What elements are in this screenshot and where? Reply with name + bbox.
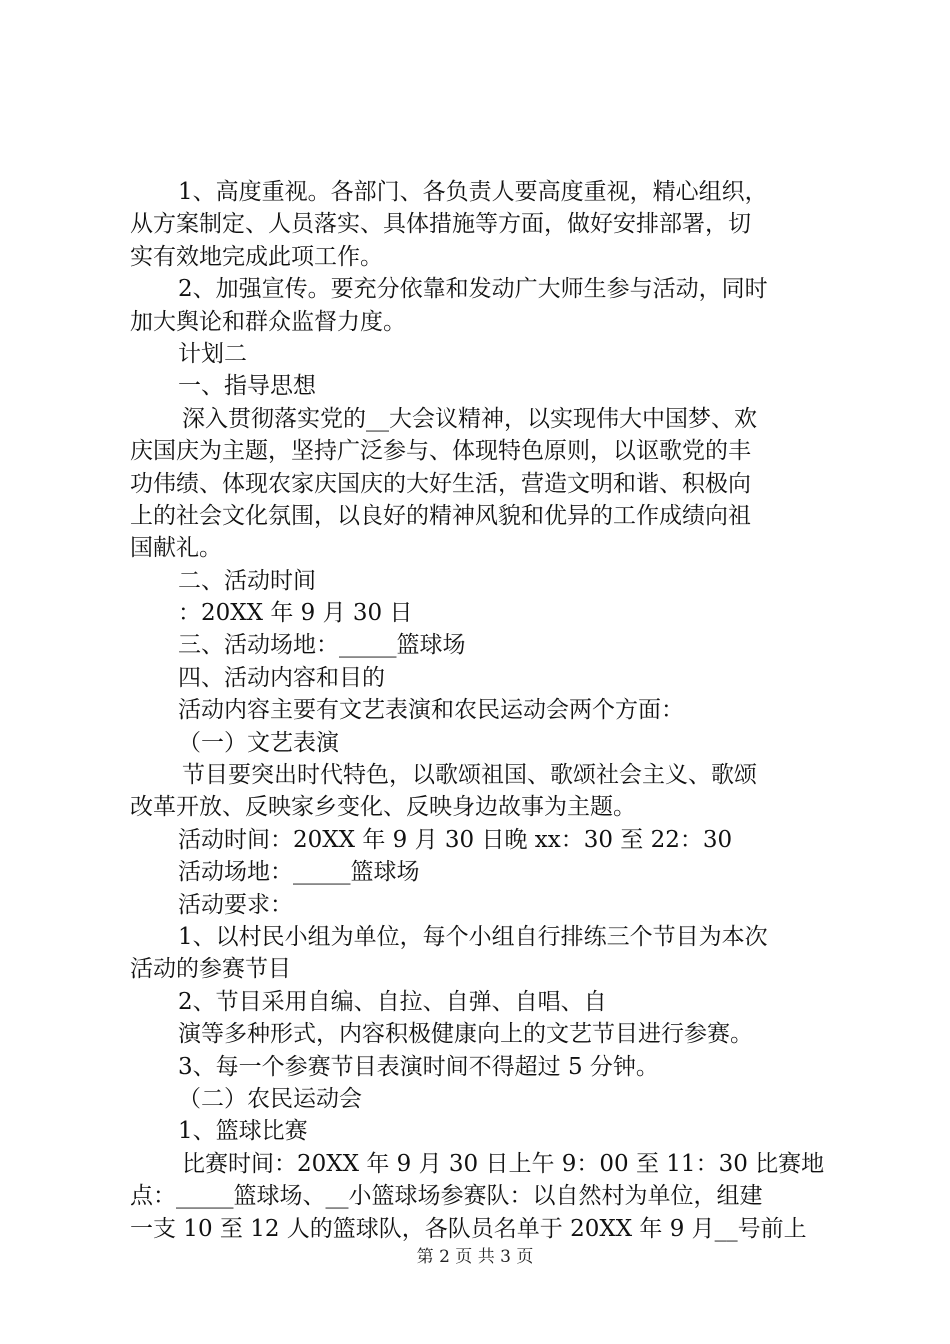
text-line: 从方案制定、人员落实、具体措施等方面，做好安排部署，切 [130, 211, 751, 238]
section-heading: 一、指导思想 [178, 373, 316, 400]
page-footer [0, 1242, 950, 1267]
text-line: 改革开放、反映家乡变化、反映身边故事为主题。 [130, 794, 636, 821]
text-line: 活动时间：20XX 年 9 月 30 日晚 xx：30 至 22：30 [178, 826, 733, 853]
text-line: 一支 10 至 12 人的篮球队，各队员名单于 20XX 年 9 月__号前上 [130, 1215, 807, 1242]
document-body [130, 176, 830, 1245]
text-line: 上的社会文化氛围，以良好的精神风貌和优异的工作成绩向祖 [130, 502, 751, 529]
text-line: 国献礼。 [130, 535, 222, 562]
text-line: 2、加强宣传。要充分依靠和发动广大师生参与活动，同时 [178, 276, 768, 303]
subsection-heading: （二）农民运动会 [178, 1085, 362, 1112]
page-number-label: 第 2 页 共 3 页 [416, 1247, 534, 1267]
text-line: 1、篮球比赛 [178, 1118, 308, 1145]
section-heading: 三、活动场地：_____篮球场 [178, 632, 466, 659]
text-line: 活动场地：_____篮球场 [178, 859, 420, 886]
text-line: 活动内容主要有文艺表演和农民运动会两个方面： [178, 697, 684, 724]
text-line: 活动的参赛节目 [130, 956, 291, 983]
text-line: 活动要求： [178, 891, 293, 918]
section-heading: 二、活动时间 [178, 567, 316, 594]
text-line: 1、高度重视。各部门、各负责人要高度重视，精心组织， [178, 179, 768, 205]
section-heading: 四、活动内容和目的 [178, 664, 385, 691]
subsection-heading: （一）文艺表演 [178, 729, 339, 756]
text-line: 节目要突出时代特色，以歌颂祖国、歌颂社会主义、歌颂 [182, 762, 757, 789]
section-heading: 计划二 [178, 340, 247, 367]
text-line: 演等多种形式，内容积极健康向上的文艺节目进行参赛。 [178, 1021, 753, 1048]
text-line: 点：_____篮球场、__小篮球场参赛队：以自然村为单位，组建 [130, 1183, 763, 1210]
text-line: ：20XX 年 9 月 30 日 [178, 600, 413, 627]
text-line: 1、以村民小组为单位，每个小组自行排练三个节目为本次 [178, 923, 768, 950]
text-line: 功伟绩、体现农家庆国庆的大好生活，营造文明和谐、积极向 [130, 470, 751, 497]
text-line: 庆国庆为主题，坚持广泛参与、体现特色原则，以讴歌党的丰 [130, 438, 751, 465]
text-line: 深入贯彻落实党的__大会议精神，以实现伟大中国梦、欢 [182, 405, 757, 432]
text-line: 加大舆论和群众监督力度。 [130, 308, 406, 335]
text-line: 2、节目采用自编、自拉、自弹、自唱、自 [178, 988, 607, 1015]
text-line: 实有效地完成此项工作。 [130, 243, 383, 270]
text-line: 3、每一个参赛节目表演时间不得超过 5 分钟。 [178, 1053, 659, 1080]
text-line: 比赛时间：20XX 年 9 月 30 日上午 9：00 至 11：30 比赛地 [182, 1150, 825, 1177]
